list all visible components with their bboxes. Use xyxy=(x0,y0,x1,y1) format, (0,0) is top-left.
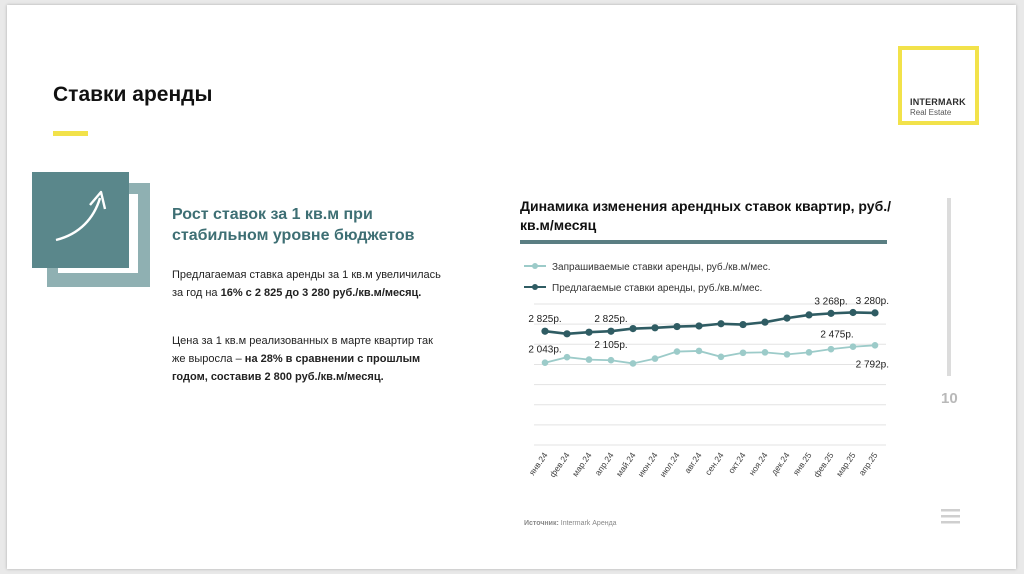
paragraph-offer-highlight: 16% с 2 825 до 3 280 руб./кв.м/месяц. xyxy=(220,287,422,299)
growth-arrow-icon xyxy=(32,172,129,268)
data-point xyxy=(828,346,835,353)
data-point xyxy=(850,343,857,350)
data-label: 3 268р. xyxy=(814,296,848,308)
data-point xyxy=(673,323,680,330)
page-number: 10 xyxy=(941,390,958,407)
data-point xyxy=(762,349,769,356)
section-subtitle: Рост ставок за 1 кв.м при стабильном уровне бюджетов xyxy=(172,206,415,244)
x-tick-label: сен.24 xyxy=(702,450,726,478)
paragraph-sold-price xyxy=(172,332,442,386)
source-value: Intermark Аренда xyxy=(560,520,617,527)
data-label: 2 825р. xyxy=(594,314,628,326)
x-tick-label: дек.24 xyxy=(768,450,792,477)
data-label: 2 792р. xyxy=(855,359,889,371)
x-tick-label: июн.24 xyxy=(635,450,660,479)
x-tick-label: мар.24 xyxy=(569,450,594,479)
data-label: 3 280р. xyxy=(855,295,889,307)
x-tick-label: май.24 xyxy=(613,450,638,479)
x-tick-label: янв.25 xyxy=(790,450,814,478)
logo-tagline: Real Estate xyxy=(910,108,952,117)
data-label: 2 475р. xyxy=(820,329,854,341)
side-divider xyxy=(947,198,951,376)
legend-marker xyxy=(532,284,538,290)
data-label: 2 825р. xyxy=(528,314,562,326)
legend-marker xyxy=(532,263,538,269)
chart-title: Динамика изменения арендных ставок квартир, руб./кв.м/месяц xyxy=(520,198,891,233)
paragraph-offer-rate xyxy=(172,266,442,302)
data-point xyxy=(630,360,637,367)
data-point xyxy=(629,325,636,332)
logo-name: INTERMARK xyxy=(910,97,966,107)
x-tick-label: окт.24 xyxy=(726,450,748,476)
data-point xyxy=(542,359,549,366)
x-tick-label: мар.25 xyxy=(833,450,858,479)
legend-label: Запрашиваемые ставки аренды, руб./кв.м/мес. xyxy=(552,262,771,273)
paragraph-sold-text: Цена за 1 кв.м реализованных в марте квартир так же выросла – xyxy=(172,335,433,365)
data-point xyxy=(541,328,548,335)
chart-title-rule xyxy=(520,240,887,244)
data-point xyxy=(586,356,593,363)
source-note xyxy=(524,520,617,527)
data-point xyxy=(827,310,834,317)
data-point xyxy=(806,349,813,356)
menu-icon[interactable] xyxy=(941,508,961,526)
intermark-logo xyxy=(898,46,979,125)
x-tick-label: авг.24 xyxy=(682,450,704,476)
legend-label: Предлагаемые ставки аренды, руб./кв.м/мес. xyxy=(552,283,763,294)
data-point xyxy=(718,353,725,360)
source-label: Источник: xyxy=(524,520,559,527)
x-tick-label: фев.24 xyxy=(547,450,572,480)
data-point xyxy=(651,324,658,331)
data-point xyxy=(872,342,879,349)
x-tick-label: апр.24 xyxy=(592,450,616,478)
data-point xyxy=(563,330,570,337)
paragraph-offer-text: Предлагаемая ставка аренды за 1 кв.м увеличилась за год на xyxy=(172,269,441,299)
data-point xyxy=(761,319,768,326)
paragraph-sold-highlight: на 28% в сравнении с прошлым годом, составив 2 800 руб./кв.м/месяц. xyxy=(172,353,421,383)
data-point xyxy=(740,349,747,356)
data-label: 2 105р. xyxy=(594,340,628,352)
data-point xyxy=(674,348,681,355)
page-title: Ставки аренды xyxy=(53,83,213,106)
data-point xyxy=(739,321,746,328)
data-point xyxy=(717,320,724,327)
data-point xyxy=(849,309,856,316)
rent-rate-line-chart xyxy=(510,250,900,515)
data-point xyxy=(608,357,615,364)
title-underline xyxy=(53,131,88,136)
x-tick-label: ноя.24 xyxy=(746,450,770,478)
x-tick-label: июл.24 xyxy=(657,450,682,479)
x-tick-label: фев.25 xyxy=(811,450,836,480)
data-point xyxy=(805,311,812,318)
data-point xyxy=(607,328,614,335)
data-point xyxy=(784,351,791,358)
x-tick-label: апр.25 xyxy=(856,450,880,478)
data-point xyxy=(783,315,790,322)
data-point xyxy=(695,322,702,329)
data-point xyxy=(696,348,703,355)
data-point xyxy=(585,329,592,336)
x-tick-label: янв.24 xyxy=(526,450,550,478)
data-point xyxy=(652,355,659,362)
data-label: 2 043р. xyxy=(528,344,562,356)
data-point xyxy=(564,354,571,361)
data-point xyxy=(871,309,878,316)
